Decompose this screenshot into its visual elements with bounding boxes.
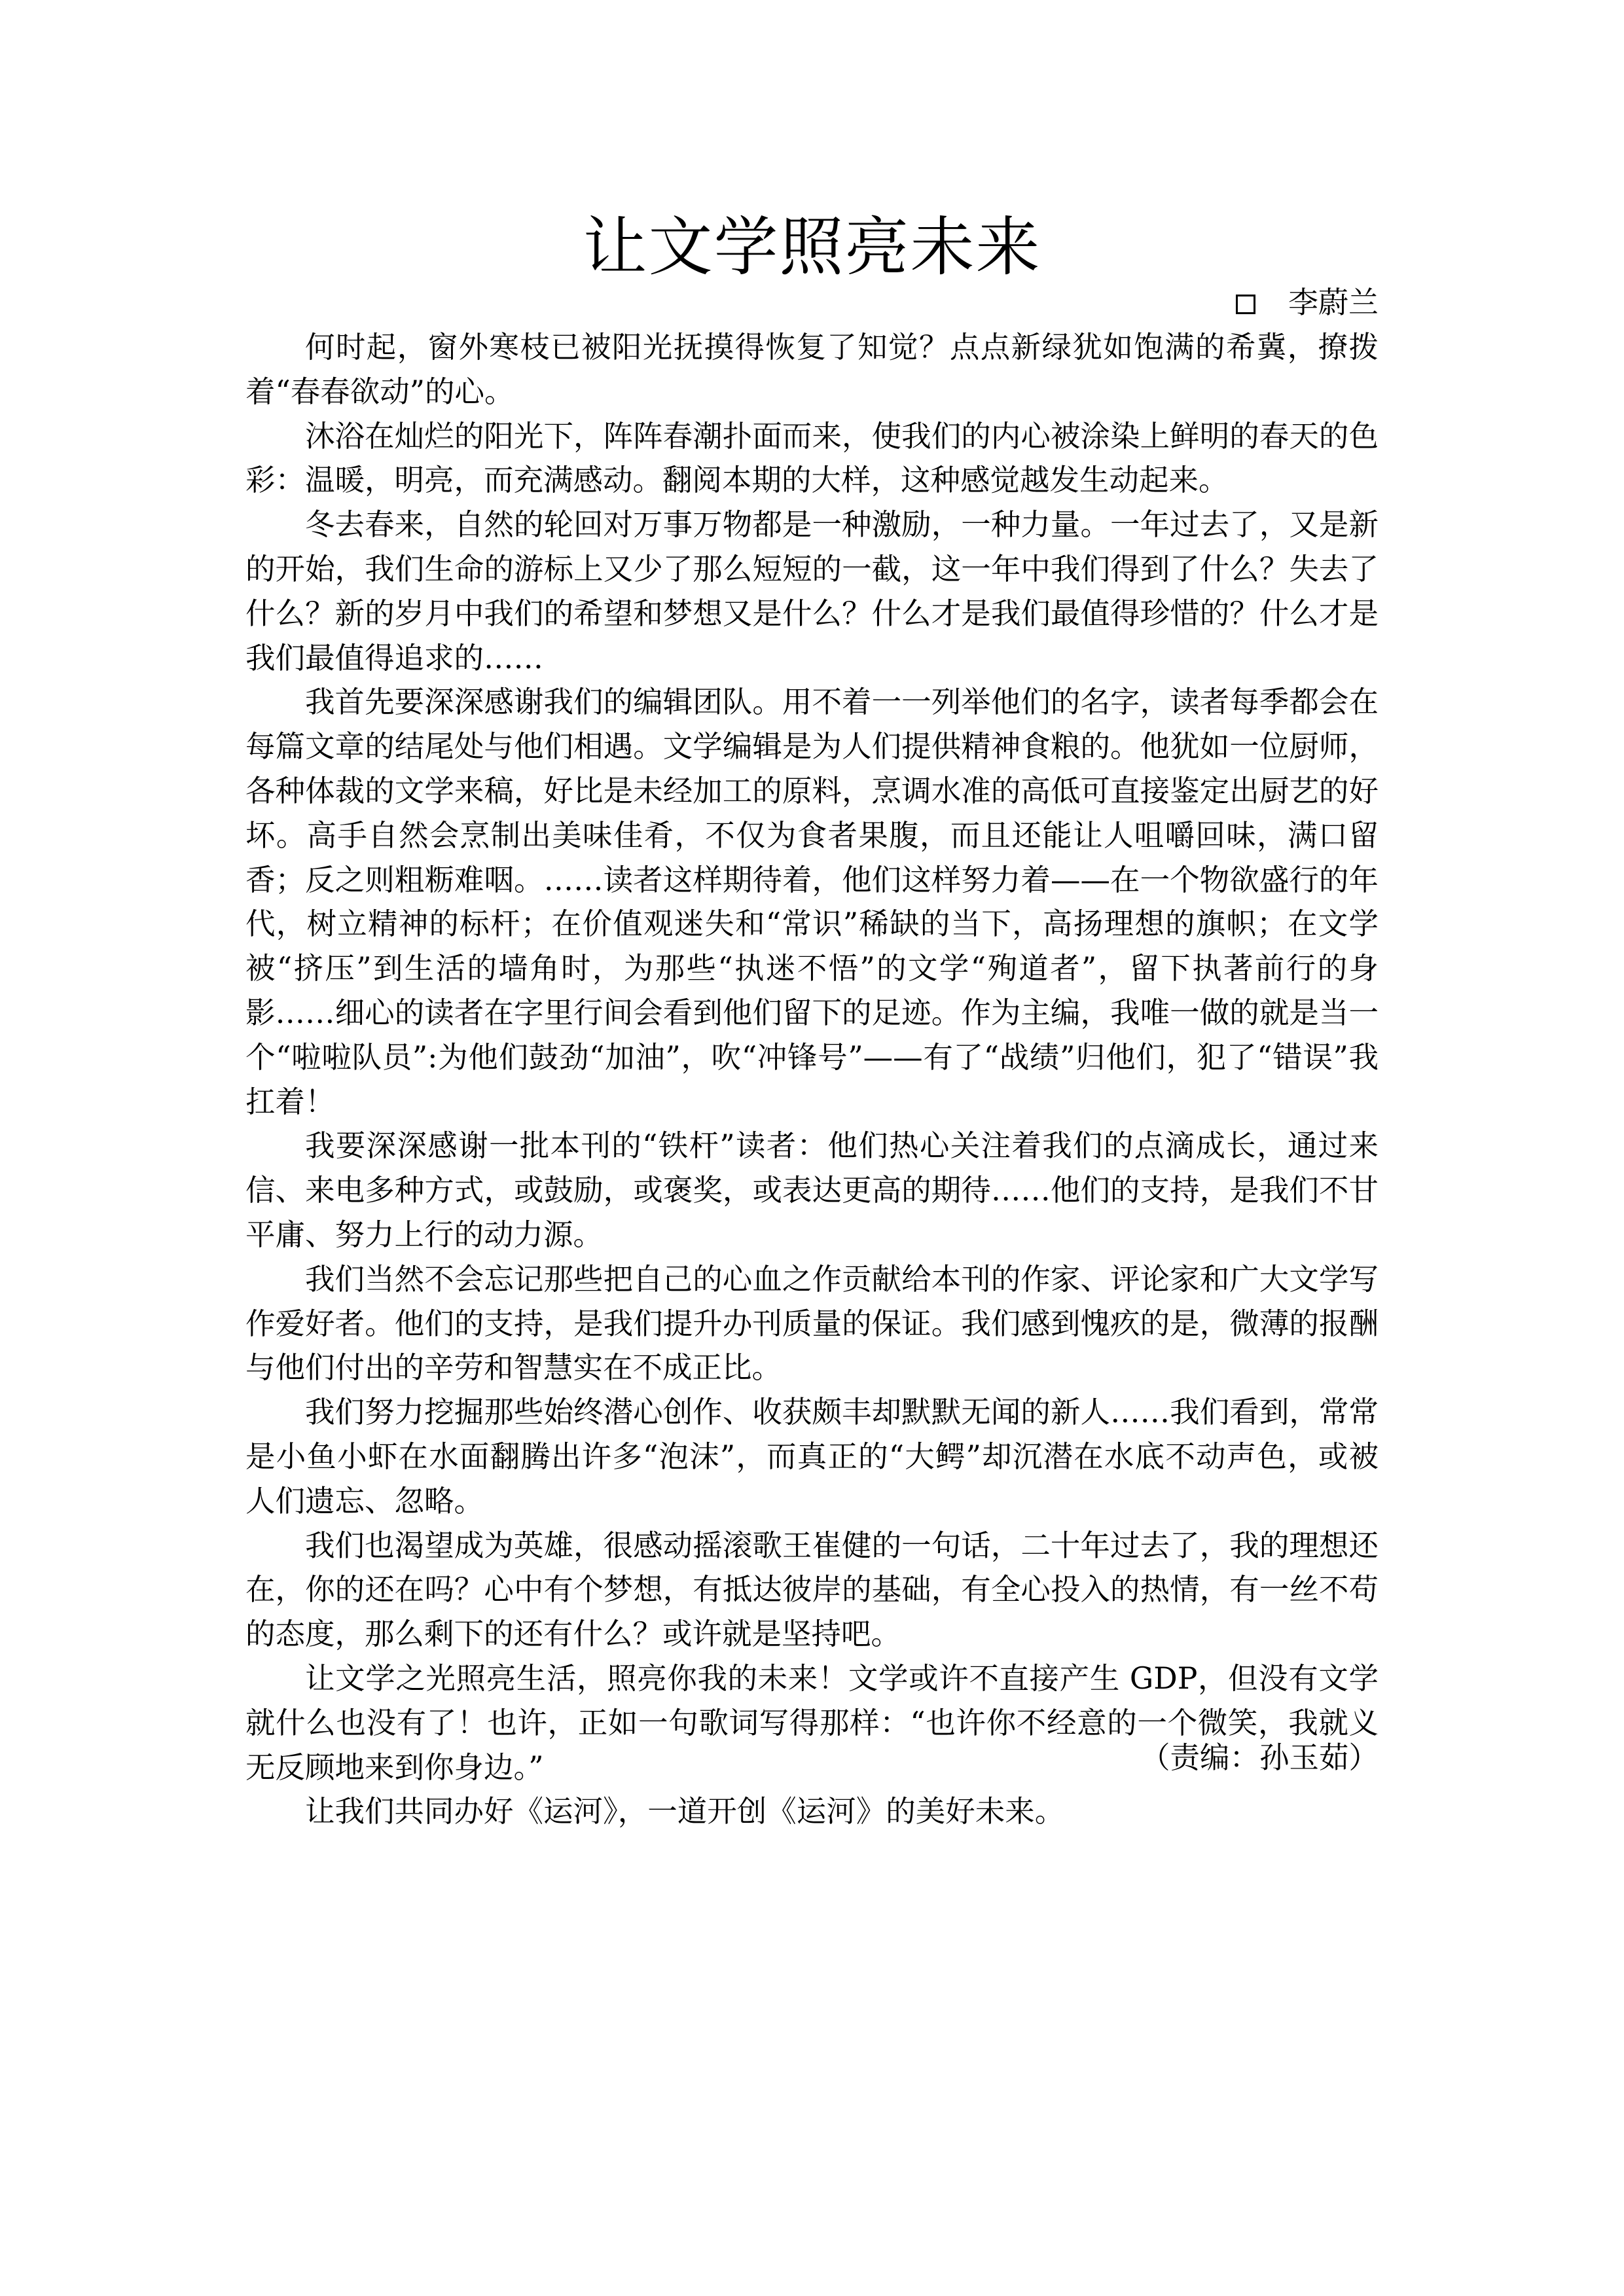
article-title: 让文学照亮未来 (583, 210, 1041, 285)
paragraph: 我要深深感谢一批本刊的“铁杆”读者：他们热心关注着我们的点滴成长，通过来信、来电多种方式，或鼓励，或褒奖，或表达更高的期待……他们的支持，是我们不甘平庸、努力上行的动力源。 (245, 1128, 1379, 1252)
paragraph: 何时起，窗外寒枝已被阳光抚摸得恢复了知觉？点点新绿犹如饱满的希冀，撩拨着“春春欲动”的心。 (245, 330, 1379, 409)
article-body (245, 325, 1379, 1834)
paragraph: 冬去春来，自然的轮回对万事万物都是一种激励，一种力量。一年过去了，又是新的开始，我们生命的游标上又少了那么短短的一截，这一年中我们得到了什么？失去了什么？新的岁月中我们的希望和梦想又是什么？什么才是我们最值得珍惜的？什么才是我们最值得追求的…… (245, 507, 1379, 675)
paragraph: 我首先要深深感谢我们的编辑团队。用不着一一列举他们的名字，读者每季都会在每篇文章的结尾处与他们相遇。文学编辑是为人们提供精神食粮的。他犹如一位厨师，各种体裁的文学来稿，好比是未经加工的原料，烹调水准的高低可直接鉴定出厨艺的好坏。高手自然会烹制出美味佳肴，不仅为食者果腹，而且还能让人咀嚼回味，满口留香；反之则粗粝难咽。……读者这样期待着，他们这样努力着——在一个物欲盛行的年代，树立精神的标杆；在价值观迷失和“常识”稀缺的当下，高扬理想的旗帜；在文学被“挤压”到生活的墙角时，为那些“执迷不悟”的文学“殉道者”，留下执著前行的身影……细心的读者在字里行间会看到他们留下的足迹。作为主编，我唯一做的就是当一个“啦啦队员”:为他们鼓劲“加油”，吹“冲锋号”——有了“战绩”归他们，犯了“错误”我扛着！ (245, 685, 1379, 1119)
author-byline (1236, 283, 1379, 322)
paragraph: 我们努力挖掘那些始终潜心创作、收获颇丰却默默无闻的新人……我们看到，常常是小鱼小虾在水面翻腾出许多“泡沫”，而真正的“大鳄”却沉潜在水底不动声色，或被人们遗忘、忽略。 (245, 1395, 1379, 1518)
paragraph: 让我们共同办好《运河》，一道开创《运河》的美好未来。 (305, 1794, 1065, 1829)
paragraph: 我们当然不会忘记那些把自己的心血之作贡献给本刊的作家、评论家和广大文学写作爱好者。他们的支持，是我们提升办刊质量的保证。我们感到愧疚的是，微薄的报酬与他们付出的辛劳和智慧实在不成正比。 (245, 1261, 1379, 1386)
square-box-icon (1236, 295, 1255, 314)
paragraph: 沐浴在灿烂的阳光下，阵阵春潮扑面而来，使我们的内心被涂染上鲜明的春天的色彩：温暖，明亮，而充满感动。翻阅本期的大样，这种感觉越发生动起来。 (245, 418, 1379, 498)
paragraph: 让文学之光照亮生活，照亮你我的未来！文学或许不直接产生 GDP，但没有文学就什么也没有了！也许，正如一句歌词写得那样：“也许你不经意的一个微笑，我就义无反顾地来到你身边。” (245, 1660, 1379, 1785)
paragraph: 我们也渴望成为英雄，很感动摇滚歌王崔健的一句话，二十年过去了，我的理想还在，你的还在吗？心中有个梦想，有抵达彼岸的基础，有全心投入的热情，有一丝不苟的态度，那么剩下的还有什么？或许就是坚持吧。 (245, 1528, 1379, 1652)
editor-note: （责编：孙玉茹） (1140, 1740, 1379, 1775)
author-name: 李蔚兰 (1288, 285, 1379, 320)
